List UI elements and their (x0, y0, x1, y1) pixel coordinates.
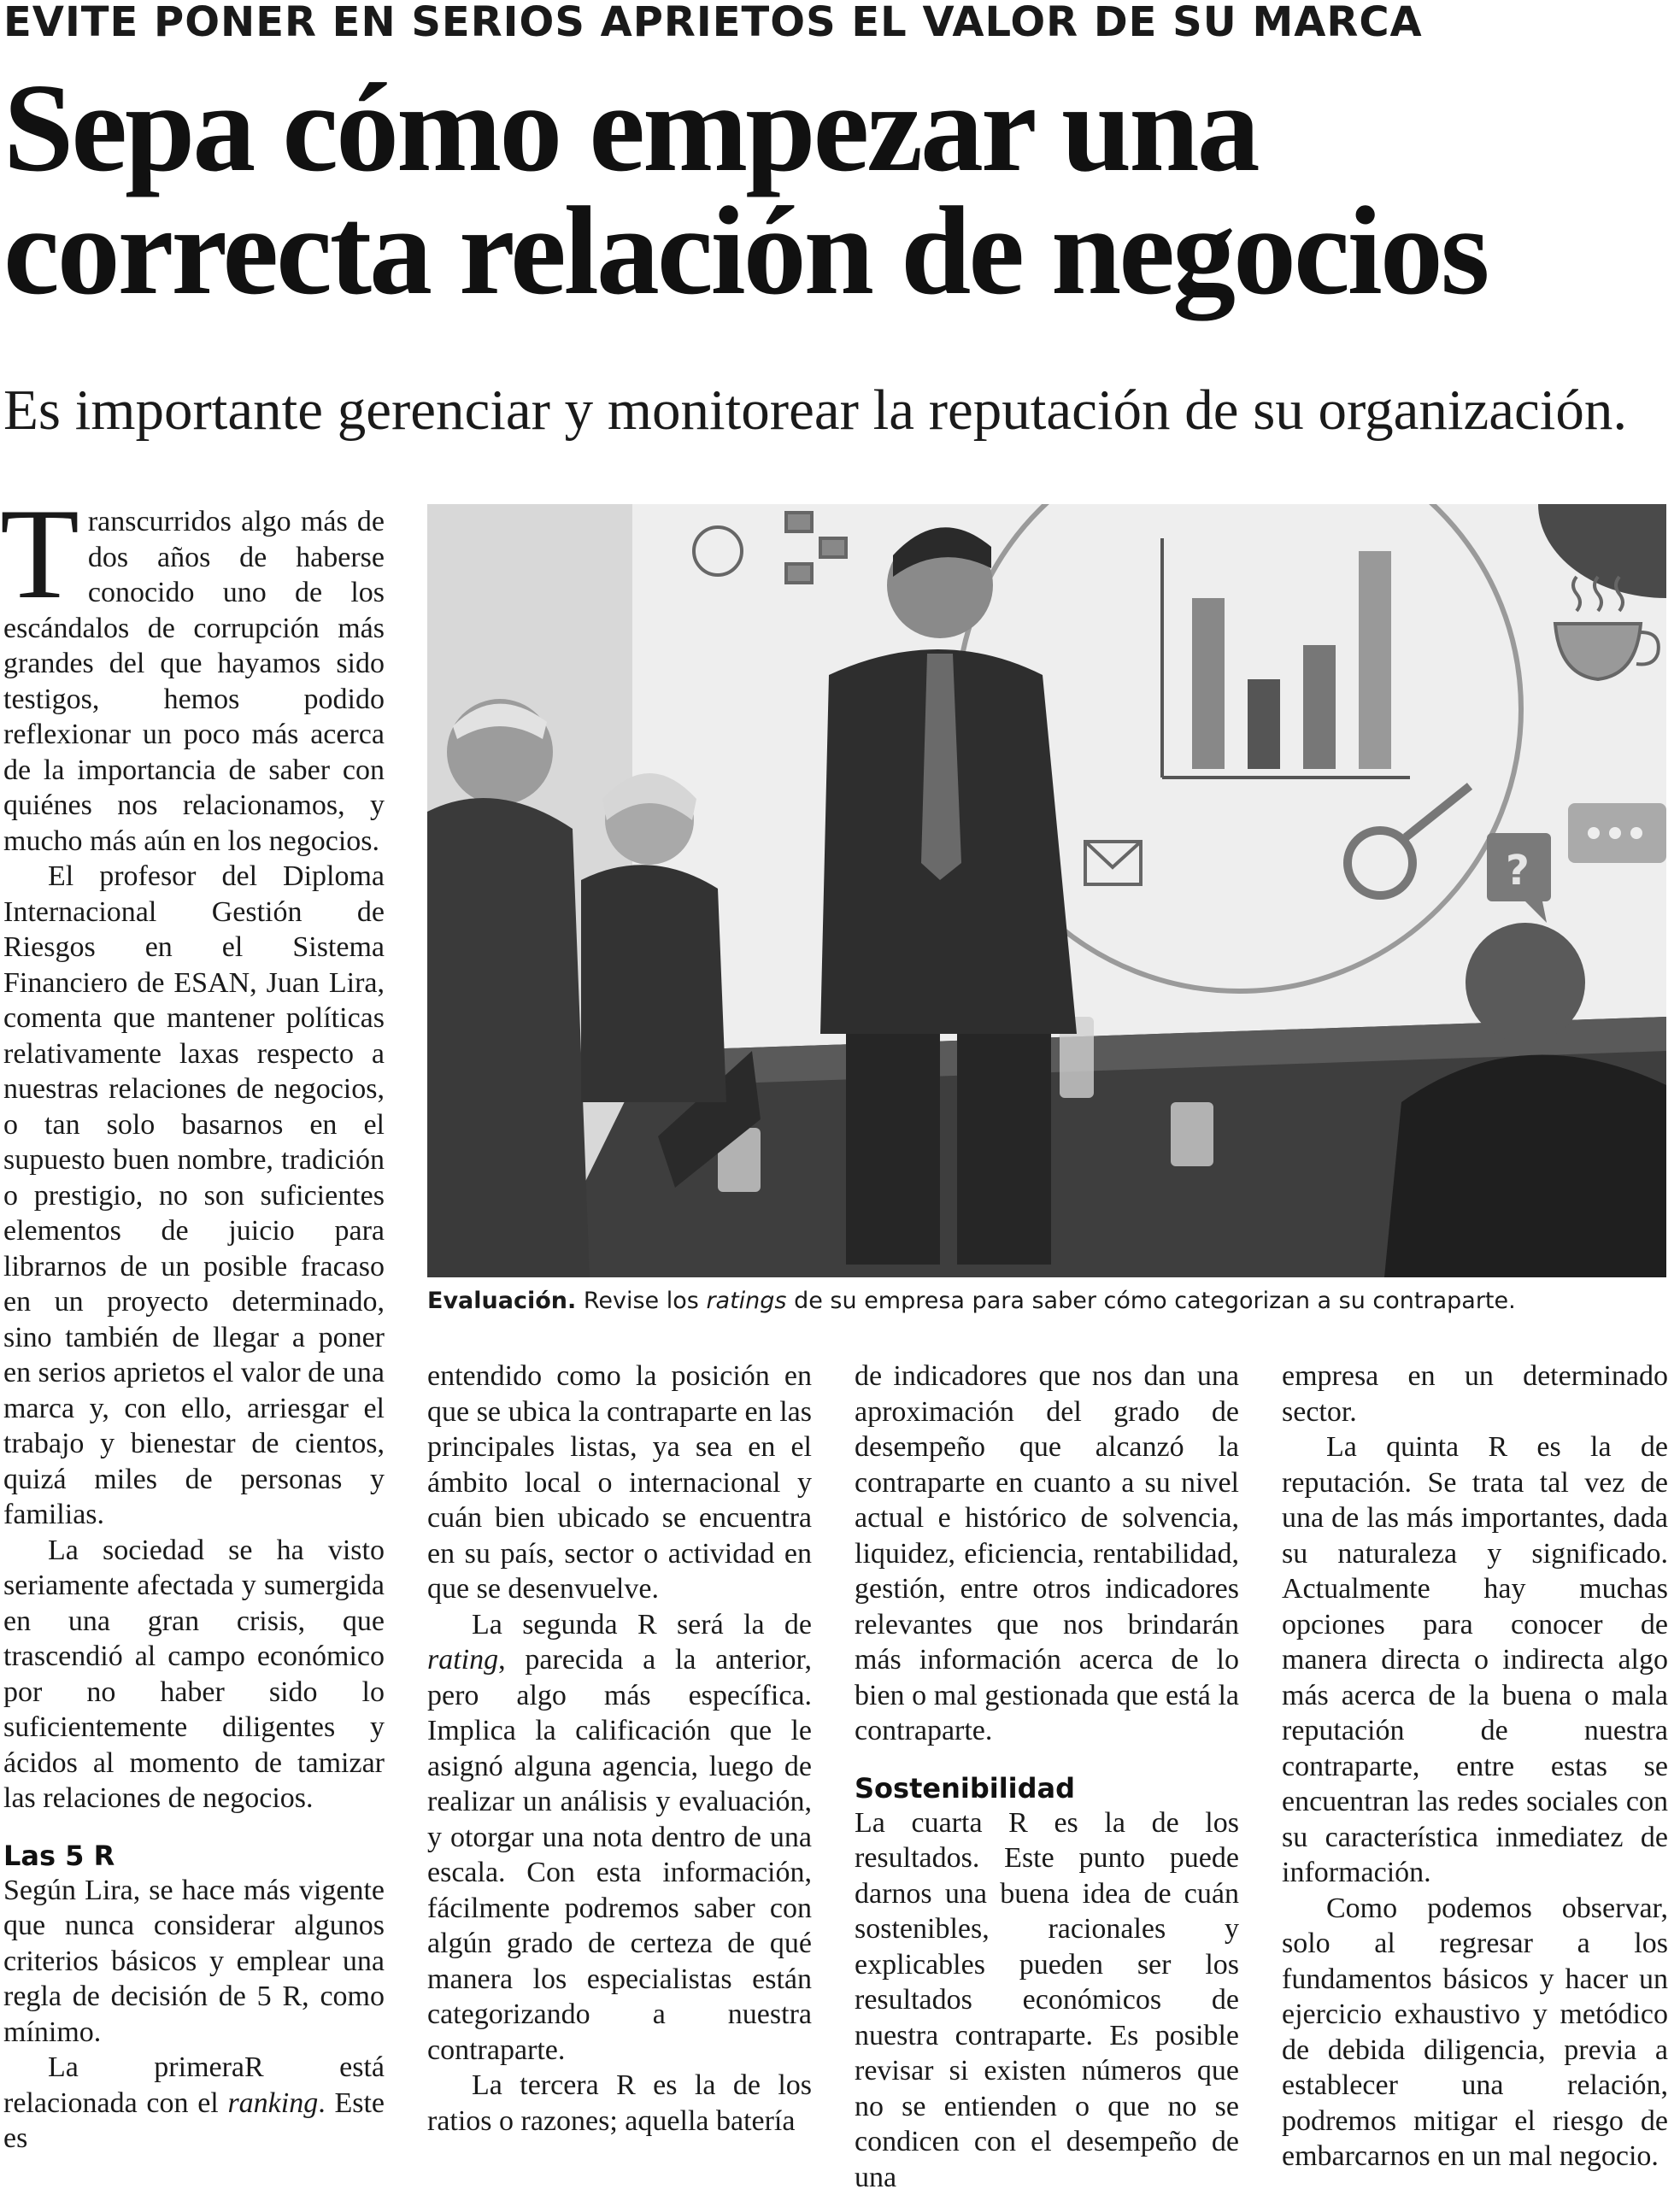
paragraph: Como podemos observar, solo al regresar a los fundamentos básicos y hacer un ejercicio exhaustivo y metódico de debida diligencia, previa a establecer una relación, podremos mitigar el riesgo de embarcarnos en un mal negocio. (1282, 1891, 1668, 2174)
headline-line-1: Sepa cómo empezar una (3, 67, 1678, 190)
column-3 (855, 1359, 1239, 2195)
column-2 (427, 1359, 812, 2139)
paragraph: La cuarta R es la de los resultados. Este punto puede darnos una buena idea de cuán sostenibles, racionales y explicables pueden ser los resultados económicos de nuestra contraparte. Es posible revisar si existen números que no se entienden o que no se condicen con el desempeño de una (855, 1805, 1239, 2195)
subheading: Las 5 R (3, 1839, 385, 1873)
photo-illustration (427, 504, 1666, 1277)
headline (3, 67, 1678, 313)
paragraph: La tercera R es la de los ratios o razones; aquella batería (427, 2068, 812, 2139)
drop-cap: T (0, 506, 79, 602)
paragraph: entendido como la posición en que se ubica la contraparte en las principales listas, ya sea en el ámbito local o internacional y cuán bien ubicado se encuentra en su país, sector o actividad en que se desenvuelve. (427, 1359, 812, 1607)
chat-bubble-icon (1568, 803, 1666, 863)
kicker: EVITE PONER EN SERIOS APRIETOS EL VALOR DE SU MARCA (3, 0, 1670, 44)
photo-caption: Evaluación. Revise los ratings de su empresa para saber cómo categorizan a su contraparte. (427, 1286, 1666, 1317)
article-photo (427, 504, 1666, 1277)
paragraph: empresa en un determinado sector. (1282, 1359, 1668, 1429)
paragraph: La segunda R será la de rating, parecida a la anterior, pero algo más específica. Implica la calificación que le asignó alguna agencia, luego de realizar un análisis y evaluación, y otorgar una nota dentro de una escala. Con esta información, fácilmente podremos saber con algún grado de certeza de qué manera los especialistas están categorizando a nuestra contraparte. (427, 1607, 812, 2069)
paragraph: El profesor del Diploma Internacional Gestión de Riesgos en el Sistema Financiero de ESAN, Juan Lira, comenta que mantener políticas relativamente laxas respecto a nuestras relaciones de negocios, o tan solo basarnos en el supuesto buen nombre, tradición o prestigio, no son suficientes elementos de juicio para librarnos de un posible fracaso en un proyecto determinado, sino también de llegar a poner en serios aprietos el valor de una marca y, con ello, arriesgar el trabajo y bienestar de cientos, quizá miles de personas y familias. (3, 859, 385, 1533)
paragraph: Según Lira, se hace más vigente que nunca considerar algunos criterios básicos y emplear una regla de decisión de 5 R, como mínimo. (3, 1873, 385, 2051)
headline-line-2: correcta relación de negocios (3, 190, 1678, 313)
column-4 (1282, 1359, 1668, 2174)
svg-text:?: ? (1506, 847, 1530, 895)
subheading: Sostenibilidad (855, 1771, 1239, 1805)
paragraph: de indicadores que nos dan una aproximación del grado de desempeño que alcanzó la contraparte en cuanto a su nivel actual e histórico de solvencia, liquidez, eficiencia, rentabilidad, gestión, entre otros indicadores relevantes que nos brindarán más información acerca de lo bien o mal gestionada que está la contraparte. (855, 1359, 1239, 1749)
column-1 (3, 504, 385, 2157)
paragraph: La quinta R es la de reputación. Se trata tal vez de una de las más importantes, dada su naturaleza y significado. Actualmente hay muchas opciones para conocer de manera directa o indirecta algo más acerca de la buena o mala reputación de nuestra contraparte, entre estas se encuentran las redes sociales con su característica inmediatez de información. (1282, 1429, 1668, 1891)
paragraph: Transcurridos algo más de dos años de haberse conocido uno de los escándalos de corrupción más grandes del que hayamos sido testigos, hemos podido reflexionar un poco más acerca de la importancia de saber con quiénes nos relacionamos, y mucho más aún en los negocios. (3, 504, 385, 859)
deck: Es importante gerenciar y monitorear la reputación de su organización. (3, 378, 1678, 443)
paragraph: La primeraR está relacionada con el ranking. Este es (3, 2050, 385, 2157)
paragraph: La sociedad se ha visto seriamente afectada y sumergida en una gran crisis, que trascendió al campo económico por no haber sido lo suficientemente diligentes y ácidos al momento de tamizar las relaciones de negocios. (3, 1533, 385, 1816)
